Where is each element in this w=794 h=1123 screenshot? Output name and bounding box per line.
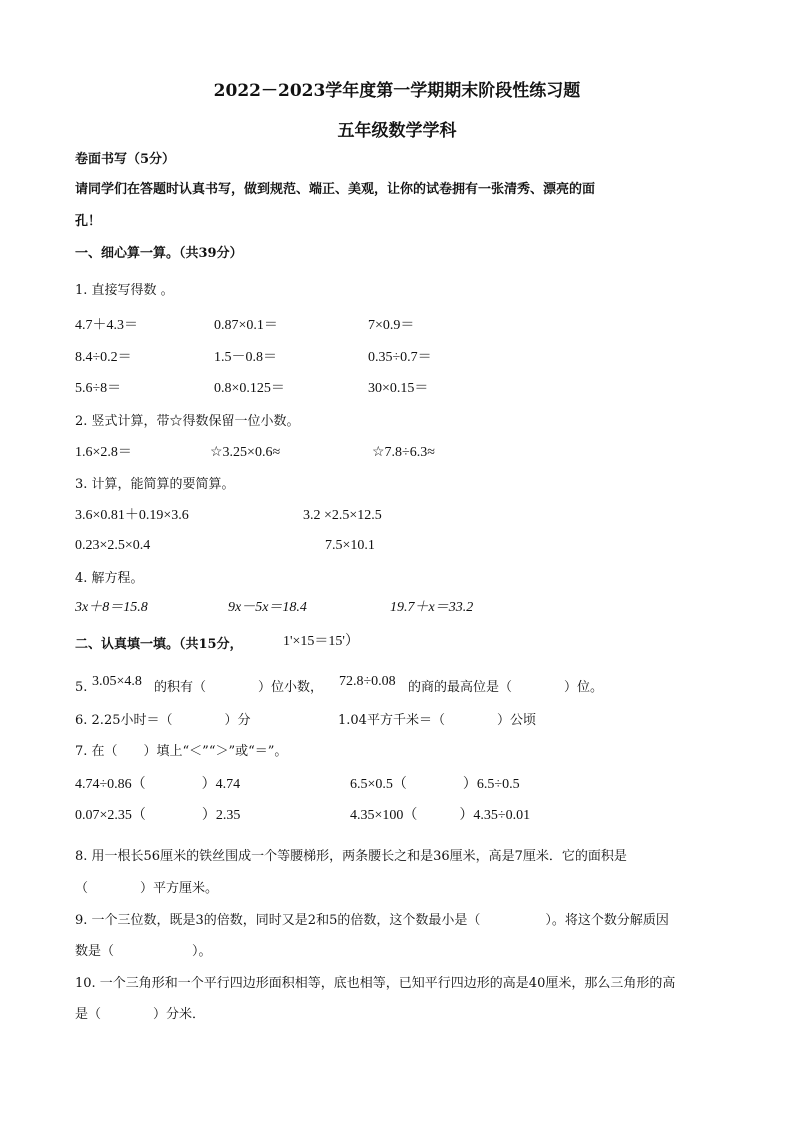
handwriting-heading: 卷面书写（5分） (75, 152, 176, 167)
q2-prompt: 2. 竖式计算，带☆得数保留一位小数。 (75, 414, 300, 429)
q2-item: 1.6×2.8＝ (75, 445, 132, 460)
page-subtitle: 五年级数学学科 (337, 121, 457, 141)
q5-text: 的商的最高位是（ ）位。 (408, 680, 604, 695)
q7-item: 0.07×2.35（ ）2.35 (75, 808, 241, 823)
q10-line-1: 10. 一个三角形和一个平行四边形面积相等，底也相等，已知平行四边形的高是40厘米，那么三角形的高 (75, 976, 676, 991)
q6-part: 1.04平方千米＝（ ）公顷 (338, 713, 536, 728)
part1-heading: 一、细心算一算。（共39分） (75, 246, 243, 261)
q3-prompt: 3. 计算，能简算的要简算。 (75, 477, 235, 492)
q5-expression: 3.05×4.8 (92, 674, 142, 689)
q6-part: 6. 2.25小时＝（ ）分 (75, 713, 251, 728)
part2-heading-note: 1'×15＝15'） (283, 634, 359, 649)
q8-line-1: 8. 用一根长56厘米的铁丝围成一个等腰梯形，两条腰长之和是36厘米，高是7厘米．它的面积是 (75, 849, 627, 864)
q1-item: 5.6÷8＝ (75, 381, 122, 396)
handwriting-line-1: 请同学们在答题时认真书写，做到规范、端正、美观，让你的试卷拥有一张清秀、漂亮的面 (75, 182, 596, 197)
q3-item: 7.5×10.1 (325, 538, 375, 553)
q5-number: 5. (75, 680, 88, 695)
q7-prompt: 7. 在（ ）填上“＜”“＞”或“＝”。 (75, 744, 288, 759)
q4-item: 9x－5x＝18.4 (228, 600, 307, 615)
q7-item: 4.74÷0.86（ ）4.74 (75, 777, 241, 792)
q2-item: ☆7.8÷6.3≈ (372, 445, 435, 460)
handwriting-line-2: 孔！ (75, 214, 102, 229)
q1-item: 0.35÷0.7＝ (368, 350, 432, 365)
q3-item: 0.23×2.5×0.4 (75, 538, 151, 553)
q1-item: 8.4÷0.2＝ (75, 350, 132, 365)
q7-item: 4.35×100（ ）4.35÷0.01 (350, 808, 531, 823)
q4-prompt: 4. 解方程。 (75, 571, 144, 586)
q1-item: 7×0.9＝ (368, 318, 415, 333)
q8-line-2: （ ）平方厘米。 (75, 881, 219, 896)
q1-item: 0.8×0.125＝ (214, 381, 285, 396)
q10-line-2: 是（ ）分米． (75, 1007, 206, 1022)
q1-item: 30×0.15＝ (368, 381, 429, 396)
q4-item: 19.7＋x＝33.2 (390, 600, 474, 615)
q1-prompt: 1. 直接写得数 。 (75, 283, 174, 298)
q3-item: 3.2 ×2.5×12.5 (303, 508, 382, 523)
q1-item: 1.5－0.8＝ (214, 350, 277, 365)
q5-expression: 72.8÷0.08 (339, 674, 396, 689)
q5-text: 的积有（ ）位小数， (154, 680, 324, 695)
q2-item: ☆3.25×0.6≈ (210, 445, 281, 460)
page-title: 2022－2023学年度第一学期期末阶段性练习题 (213, 81, 581, 101)
q9-line-1: 9. 一个三位数，既是3的倍数，同时又是2和5的倍数，这个数最小是（ ）。将这个数分解质因 (75, 913, 669, 928)
part2-heading: 二、认真填一填。（共15分， (75, 637, 243, 652)
q4-item: 3x＋8＝15.8 (75, 600, 148, 615)
q3-item: 3.6×0.81＋0.19×3.6 (75, 508, 189, 523)
q7-item: 6.5×0.5（ ）6.5÷0.5 (350, 777, 520, 792)
q9-line-2: 数是（ ）。 (75, 944, 212, 959)
q1-item: 4.7＋4.3＝ (75, 318, 138, 333)
q1-item: 0.87×0.1＝ (214, 318, 278, 333)
